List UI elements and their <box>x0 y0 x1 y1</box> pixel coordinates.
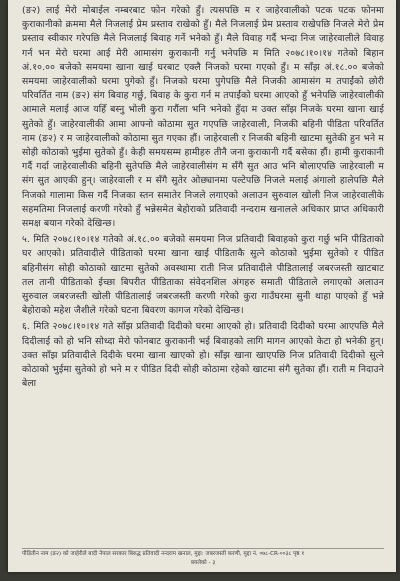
document-body <box>22 4 384 393</box>
document-page <box>8 0 396 572</box>
list-item-6: ६. मिति २०७८।१०।१४ गते साँझ प्रतिवादी दिदीको घरमा आएको हो। प्रतिवादी दिदीको घरमा आएपछि मैले दिदीलाई को हो भनि सोध्दा मेरो फोनबाट कुराकानी भई बिवाहको लागि मागन आएको केटा हो भनेकी हुन्। उक्त साँझ प्रतिवादीले दिदीके घरमा खाना खाएको हो। साँझ खाना खाएपछि निज प्रतिवादी दिदीको सुत्ने कोठाको भुईमा सुतेको हो भने म र पीडित दिदी सोही कोठामा रहेको खाटमा संगै सुतेका हौं। राती म निदाउने बेला <box>22 321 384 390</box>
list-item-5: ५. मिति २०७८।१०।१४ गतेको अं.१८.०० बजेको समयमा निज प्रतिवादी बिवाहको कुरा गर्छु भनि पीडिताको घर आएको। प्रतिवादीले पीडिताको घरमा खाना खाई पीडिताकै सुत्ने कोठाको भुईमा सुतेको र पीडित बहिनीसंग सोही कोठाको खाटमा सुतेको अवस्थामा राती निज प्रतिवादीले पीडितालाई जबरजस्ती खाटबाट तल तानी पीडिताको ईच्छा बिपरीत पीडिताका संवेदनशिल अंगहरु समाती पीडिताले लगाएको अलाउन सुरुवाल जबरजस्ती खोली पीडितालाई जबरजस्ती करणी गरेको कुरा गाउँघरमा सुनी थाहा पाएको हुँ भन्ने बेहोराको महेश जैशीले गरेको घटना बिवरण कागज गरेको देखिन्छ। <box>22 234 384 317</box>
page-footer <box>22 548 384 568</box>
footer-text: पीडितीन नाम (ङ२) को जाहेरीले बादी नेपाल सरकार बिरुद्ध प्रतिवादी नन्दराम खनाल, मुद्दा: जबरजस्ती करणी, मुद्दा नं. ०७८-CR-००३८ पृष्ठ १ <box>22 551 305 557</box>
page-number: बयलेको - ३ <box>190 560 216 566</box>
paragraph-statement: (ङ२) लाई मेरो मोबाईल नम्बरबाट फोन गरेको हुँ। त्यसपछि म र जाहेरवालीको पटक पटक फोनमा कुराकानीको क्रममा मैले निजलाई प्रेम प्रस्ताव राखेको हुँ। मैले निजलाई प्रेम प्रस्ताव राखेपछि निजले मेरो प्रेम प्रस्ताव स्वीकार गरेपछि मैले निजलाई बिवाह गर्ने भनेको हुँ। मैले विवाह गर्दै भन्दा निज जाहेरवालीले विवाह गर्न भन मेरो घरमा आई मेरी आमासंग कुराकानी गर्नु भनेपछि म मिति २०७८।१०।१४ गतेको बिहान अं.१०.०० बजेको समयमा खाना खाई घरबाट एक्लै निजको घरमा गएको हुँ। म साँझ अं.१८.०० बजेको समयमा जाहेरवालीको घरमा पुगेको हुँ। निजको घरमा पुगेपछि मैले निजकी आमासंग म तपाईंको छोरी परिवर्तित नाम (ङ२) संग बिवाह गर्छु, बिवाह के कुरा गर्न म तपाईंको घरमा आएको हुँ भनेपछि जाहेरवालीकी आमाले मलाई आज यहिँ बस्नु भोली कुरा गरौंला भनि भनेको हुँदा म उक्त साँझ निजके घरमा खाना खाई सुतेको हुँ। जाहेरवालीकी आमा आफ्नो कोठामा सुत गएपछि जाहेरवाली, निजकी बहिनी पीडिता परिवर्तित नाम (ङ२) र म जाहेरवालीको कोठामा सुत गएका हौं। जाहेरवाली र निजकी बहिनी खाटमा सुतेकी हुन भने म सोही कोठाको भुईमा सुतेको हुँ। केही समयसम्म हामीहरु तीनै जना कुराकानी गर्दै बसेका हौं। हामी कुराकानी गर्दै गर्दा जाहेरवालीकी बहिनी सुतेपछि मैले जाहेरवालीसंग म सँगै सुत आउ भनि बोलाएपछि जाहेरवाली म संग सुत आएकी हुन्। जाहेरवाली र म सँगै सुतेर ओछ्यानमा पल्टेपछि निजले मलाई अंगालो हालेपछि मैले निजको गालामा किस गर्दै निजका स्तन समातेर निजले लगाएको अलाउन सुरुवाल खोली निज जाहेरवालीके सहमतिमा निजलाई करणी गरेको हुँ भन्नेसमेत बेहोराको प्रतिवादी नन्दराम खनालले अधिकार प्राप्त अधिकारी समक्ष बयान गरेको देखिन्छ। <box>22 5 384 230</box>
